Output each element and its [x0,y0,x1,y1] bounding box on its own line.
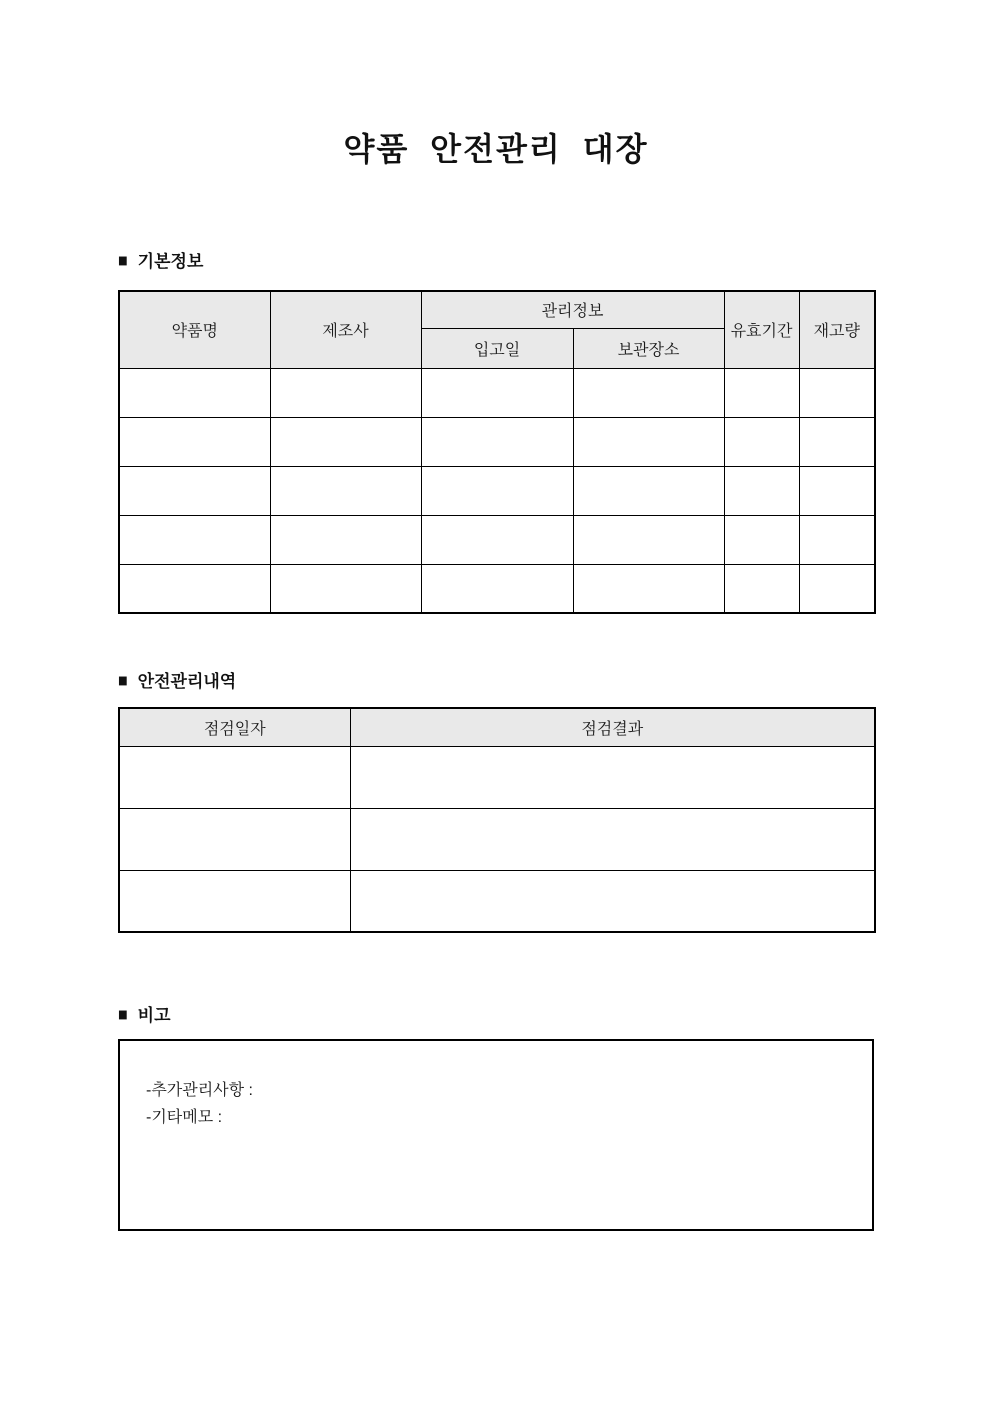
col-header-check-date: 점검일자 [119,708,350,746]
empty-cell [421,417,573,466]
empty-cell [573,368,724,417]
empty-cell [724,515,799,564]
empty-cell [421,466,573,515]
remark-additional-management: -추가관리사항 : [146,1082,253,1099]
col-header-check-result: 점검결과 [350,708,875,746]
remarks-box [118,1039,874,1231]
empty-cell [270,368,421,417]
col-header-medicine-name: 약품명 [119,291,270,368]
empty-cell [119,515,270,564]
empty-cell [724,417,799,466]
section-title-remarks: 비고 [137,1006,171,1025]
empty-cell [421,515,573,564]
empty-cell [119,746,350,808]
empty-cell [573,466,724,515]
section-heading-basic-info [118,251,874,273]
table-row [119,870,875,932]
table-row [119,564,875,613]
empty-cell [799,417,875,466]
empty-cell [350,870,875,932]
empty-cell [573,515,724,564]
table-row [119,515,875,564]
empty-cell [573,417,724,466]
empty-cell [119,417,270,466]
empty-cell [724,564,799,613]
empty-cell [573,564,724,613]
empty-cell [270,417,421,466]
section-marker-icon: ■ [118,1005,128,1026]
col-header-storage-location: 보관장소 [573,328,724,368]
empty-cell [270,515,421,564]
section-marker-icon: ■ [118,251,128,272]
col-header-expiry-period: 유효기간 [724,291,799,368]
empty-cell [270,466,421,515]
empty-cell [724,368,799,417]
col-header-manufacturer: 제조사 [270,291,421,368]
remark-other-memo: -기타메모 : [146,1109,223,1126]
safety-log-table-body [119,746,875,932]
section-title-safety-log: 안전관리내역 [137,672,237,691]
section-heading-safety-log [118,671,874,693]
table-row [119,808,875,870]
empty-cell [270,564,421,613]
empty-cell [724,466,799,515]
col-header-receipt-date: 입고일 [421,328,573,368]
empty-cell [421,564,573,613]
section-heading-remarks [118,1005,874,1027]
table-row [119,746,875,808]
table-row [119,417,875,466]
empty-cell [119,564,270,613]
empty-cell [350,808,875,870]
document-title: 약품 안전관리 대장 [343,131,649,167]
empty-cell [119,368,270,417]
empty-cell [799,515,875,564]
safety-log-table [118,707,876,933]
document-content [118,251,874,1231]
section-title-basic-info: 기본정보 [137,252,204,271]
table-row [119,368,875,417]
empty-cell [350,746,875,808]
empty-cell [119,466,270,515]
empty-cell [799,368,875,417]
col-header-stock-quantity: 재고량 [799,291,875,368]
col-header-management-info: 관리정보 [421,291,724,328]
section-marker-icon: ■ [118,671,128,692]
empty-cell [119,870,350,932]
table-row [119,466,875,515]
empty-cell [119,808,350,870]
basic-info-table [118,290,876,614]
basic-info-table-body [119,368,875,613]
empty-cell [421,368,573,417]
safety-log-header-row [119,708,875,746]
empty-cell [799,564,875,613]
empty-cell [799,466,875,515]
basic-info-header-row-1 [119,291,875,328]
